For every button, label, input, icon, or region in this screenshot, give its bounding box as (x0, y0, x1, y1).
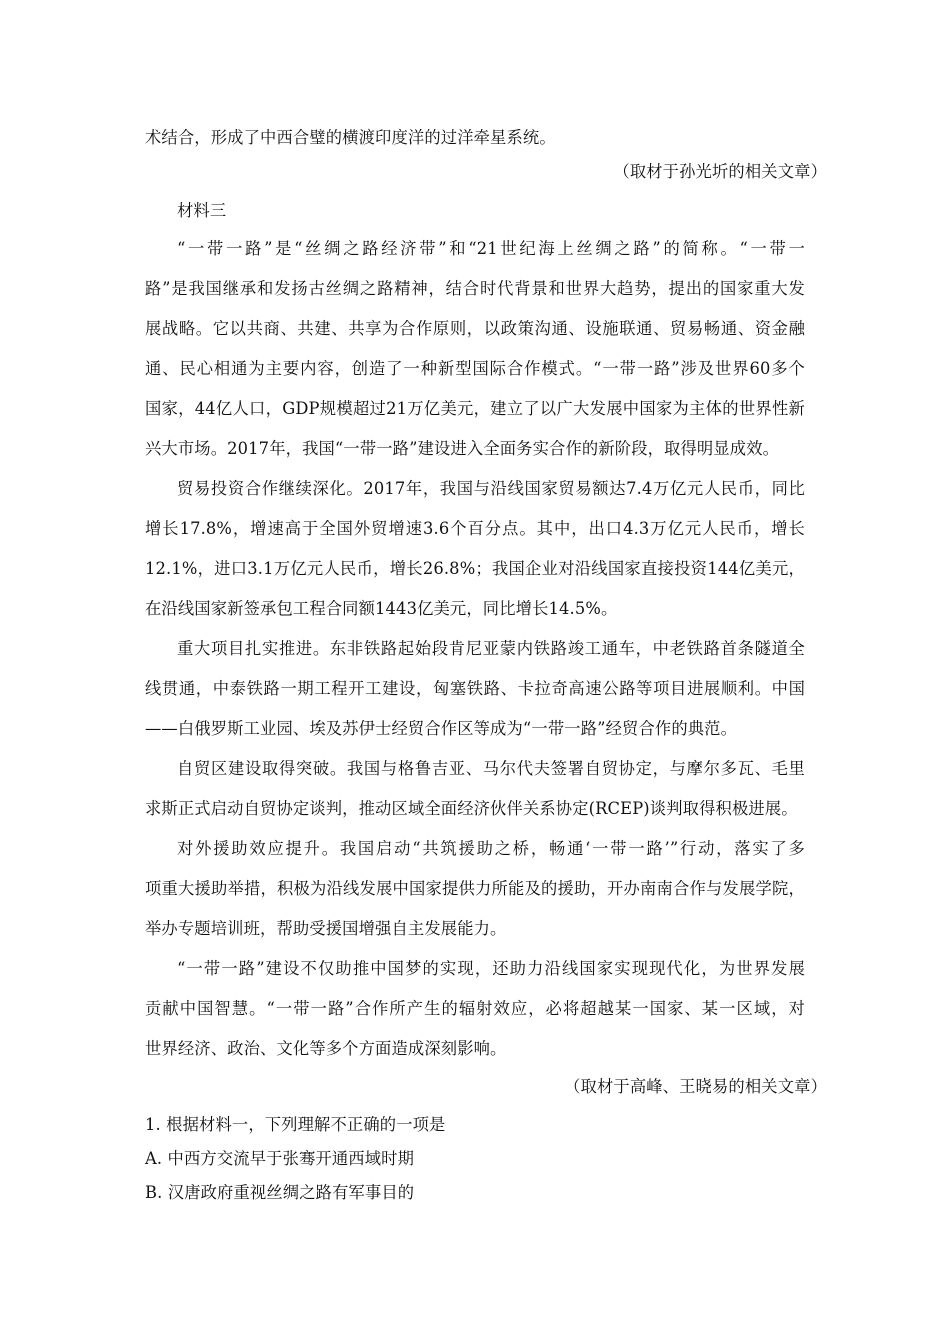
question1-option-b: B. 汉唐政府重视丝绸之路有军事目的 (145, 1183, 415, 1202)
question1-stem: 1. 根据材料一，下列理解不正确的一项是 (145, 1115, 446, 1134)
material3-p3-line-2: 线贯通，中泰铁路一期工程开工建设，匈塞铁路、卡拉奇高速公路等项目进展顺利。中国 (145, 679, 805, 698)
question1-option-a: A. 中西方交流早于张骞开通西域时期 (145, 1149, 415, 1168)
material2-tail-line: 术结合，形成了中西合璧的横渡印度洋的过洋牵星系统。 (145, 128, 556, 147)
material2-source: （取材于孙光圻的相关文章） (613, 162, 827, 181)
material3-p4-line-1: 自贸区建设取得突破。我国与格鲁吉亚、马尔代夫签署自贸协定，与摩尔多瓦、毛里 (177, 759, 805, 778)
material3-p4-line-2: 求斯正式启动自贸协定谈判，推动区域全面经济伙伴关系协定(RCEP)谈判取得积极进展。 (145, 799, 798, 818)
material3-heading: 材料三 (177, 201, 227, 220)
material3-p1-line-3: 展战略。它以共商、共建、共享为合作原则，以政策沟通、设施联通、贸易畅通、资金融 (145, 319, 805, 338)
material3-p6-line-3: 世界经济、政治、文化等多个方面造成深刻影响。 (145, 1039, 507, 1058)
material3-p5-line-1: 对外援助效应提升。我国启动“共筑援助之桥，畅通‘一带一路’”行动，落实了多 (177, 839, 805, 858)
material3-p1-line-2: 路”是我国继承和发扬古丝绸之路精神，结合时代背景和世界大趋势，提出的国家重大发 (145, 279, 805, 298)
material3-source: （取材于高峰、王晓易的相关文章） (564, 1077, 827, 1096)
material3-p2-line-2: 增长17.8%，增速高于全国外贸增速3.6个百分点。其中，出口4.3万亿元人民币，增长 (145, 519, 805, 538)
material3-p1-line-4: 通、民心相通为主要内容，创造了一种新型国际合作模式。“一带一路”涉及世界60多个 (145, 359, 805, 378)
material3-p2-line-1: 贸易投资合作继续深化。2017年，我国与沿线国家贸易额达7.4万亿元人民币，同比 (177, 479, 805, 498)
material3-p2-line-4: 在沿线国家新签承包工程合同额1443亿美元，同比增长14.5%。 (145, 599, 618, 618)
material3-p6-line-1: “一带一路”建设不仅助推中国梦的实现，还助力沿线国家实现现代化，为世界发展 (177, 959, 805, 978)
material3-p5-line-2: 项重大援助举措，积极为沿线发展中国家提供力所能及的援助，开办南南合作与发展学院， (145, 879, 805, 898)
material3-p6-line-2: 贡献中国智慧。“一带一路”合作所产生的辐射效应，必将超越某一国家、某一区域，对 (145, 999, 805, 1018)
material3-p3-line-3: ——白俄罗斯工业园、埃及苏伊士经贸合作区等成为“一带一路”经贸合作的典范。 (145, 719, 738, 738)
material3-p1-line-6: 兴大市场。2017年，我国“一带一路”建设进入全面务实合作的新阶段，取得明显成效。 (145, 439, 780, 458)
material3-p3-line-1: 重大项目扎实推进。东非铁路起始段肯尼亚蒙内铁路竣工通车，中老铁路首条隧道全 (177, 639, 805, 658)
material3-p5-line-3: 举办专题培训班，帮助受援国增强自主发展能力。 (145, 919, 507, 938)
material3-p1-line-1: “一带一路”是“丝绸之路经济带”和“21世纪海上丝绸之路”的简称。“一带一 (177, 239, 805, 258)
material3-p1-line-5: 国家，44亿人口，GDP规模超过21万亿美元，建立了以广大发展中国家为主体的世界性新 (145, 399, 805, 418)
material3-p2-line-3: 12.1%，进口3.1万亿元人民币，增长26.8%；我国企业对沿线国家直接投资144亿美元， (145, 559, 805, 578)
